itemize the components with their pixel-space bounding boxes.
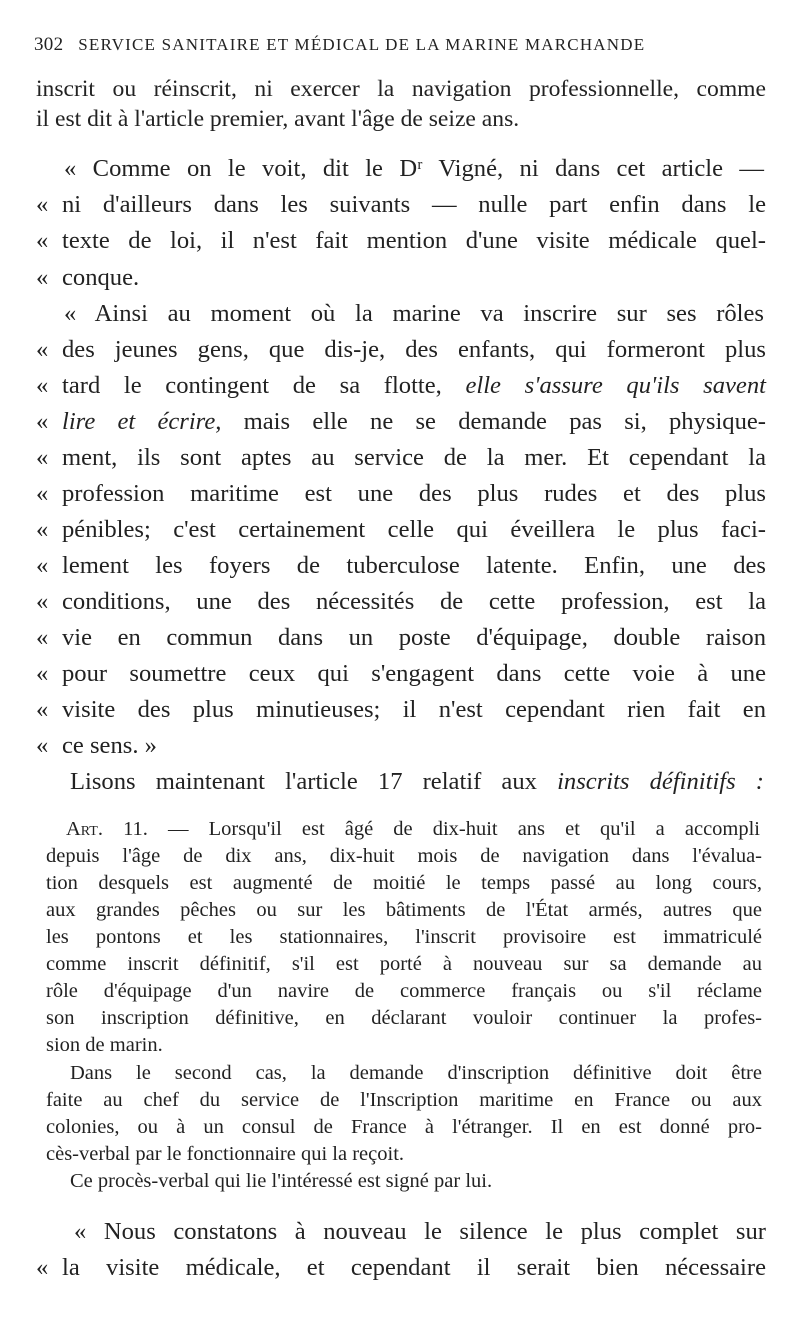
article-label: Art. 11. — [66, 818, 148, 840]
quote2-line-11-text: pour soumettre ceux qui s'engagent dans cette voie à une — [62, 660, 766, 687]
lisons-text: Lisons maintenant l'article 17 relatif aux — [70, 768, 537, 795]
article-line-8: son inscription définitive, en déclarant vouloir continuer la profes- — [46, 1007, 762, 1029]
article-line-1 — [66, 818, 760, 841]
quote-mark: « — [36, 552, 49, 579]
quote-mark: « — [36, 444, 49, 471]
intro-line-1: inscrit ou réinscrit, ni exercer la navigation professionnelle, comme — [36, 76, 766, 102]
running-head — [34, 34, 754, 56]
article-p3-line-1: Ce procès-verbal qui lie l'intéressé est signé par lui. — [70, 1170, 493, 1192]
intro-line-2: il est dit à l'article premier, avant l'âge de seize ans. — [36, 106, 520, 132]
quote2-line-11 — [36, 660, 766, 688]
quote1-line-2-text: ni d'ailleurs dans les suivants — nulle part enfin dans le — [62, 191, 766, 218]
quote-mark: « — [36, 480, 49, 507]
quote-mark: « — [36, 408, 49, 435]
page-number: 302 — [34, 34, 64, 55]
quote-mark: « — [36, 588, 49, 615]
quote2-line-6-text: profession maritime est une des plus rudes et des plus — [62, 480, 766, 507]
quote-mark: « — [36, 732, 49, 759]
quote2-line-8 — [36, 552, 766, 580]
article-p2-line-4: cès-verbal par le fonctionnaire qui la reçoit. — [46, 1143, 405, 1165]
quote2-line-1: « Ainsi au moment où la marine va inscrire sur ses rôles — [64, 300, 764, 327]
quote1-line-1: « Comme on le voit, dit le Dʳ Vigné, ni dans cet article — — [64, 155, 764, 182]
article-line-4: aux grandes pêches ou sur les bâtiments de l'État armés, autres que — [46, 899, 762, 921]
lisons-line — [70, 768, 764, 796]
quote3-line-1: « Nous constatons à nouveau le silence le plus complet sur — [74, 1218, 766, 1245]
quote-mark: « — [36, 264, 49, 291]
article-p2-line-1: Dans le second cas, la demande d'inscription définitive doit être — [70, 1062, 762, 1084]
quote2-line-12 — [36, 696, 766, 724]
quote-mark: « — [36, 227, 49, 254]
quote3-line-2-text: la visite médicale, et cependant il serait bien nécessaire — [62, 1254, 766, 1281]
quote2-line-6 — [36, 480, 766, 508]
quote2-line-2 — [36, 336, 766, 364]
quote2-line-9 — [36, 588, 766, 616]
quote2-line-13 — [36, 732, 766, 760]
quote2-line-4-emphasis: lire et écrire, — [62, 408, 222, 435]
quote-mark: « — [36, 660, 49, 687]
article-line-7: rôle d'équipage d'un navire de commerce français ou s'il réclame — [46, 980, 762, 1002]
quote2-line-3-pre: tard le contingent de sa flotte, — [62, 372, 442, 399]
quote-mark: « — [36, 696, 49, 723]
quote1-line-3-text: texte de loi, il n'est fait mention d'une visite médicale quel- — [62, 227, 766, 254]
quote2-line-7 — [36, 516, 766, 544]
quote1-line-3 — [36, 227, 766, 255]
quote2-line-8-text: lement les foyers de tuberculose latente. Enfin, une des — [62, 552, 766, 579]
quote2-line-12-text: visite des plus minutieuses; il n'est cependant rien fait en — [62, 696, 766, 723]
quote-mark: « — [36, 372, 49, 399]
quote2-line-10-text: vie en commun dans un poste d'équipage, double raison — [62, 624, 766, 651]
article-line-9: sion de marin. — [46, 1034, 163, 1056]
quote2-line-3 — [36, 372, 766, 400]
quote2-line-5 — [36, 444, 766, 472]
quote1-line-4 — [36, 264, 766, 292]
quote-mark: « — [36, 1254, 49, 1281]
quote-mark: « — [36, 191, 49, 218]
quote3-line-2 — [36, 1254, 766, 1282]
quote2-line-9-text: conditions, une des nécessités de cette profession, est la — [62, 588, 766, 615]
article-line-1-text: — Lorsqu'il est âgé de dix-huit ans et qu'il a accompli — [168, 818, 760, 840]
article-line-6: comme inscrit définitif, s'il est porté à nouveau sur sa demande au — [46, 953, 762, 975]
article-line-5: les pontons et les stationnaires, l'inscrit provisoire est immatriculé — [46, 926, 762, 948]
quote2-line-2-text: des jeunes gens, que dis-je, des enfants, qui formeront plus — [62, 336, 766, 363]
lisons-emphasis: inscrits définitifs : — [557, 768, 764, 795]
article-p2-line-2: faite au chef du service de l'Inscription maritime en France ou aux — [46, 1089, 762, 1111]
quote1-line-2 — [36, 191, 766, 219]
quote-mark: « — [36, 624, 49, 651]
quote2-line-10 — [36, 624, 766, 652]
quote2-line-4-post: mais elle ne se demande pas si, physique- — [243, 408, 766, 435]
quote2-line-4 — [36, 408, 766, 436]
running-title: SERVICE SANITAIRE ET MÉDICAL DE LA MARINE MARCHANDE — [78, 35, 646, 54]
quote1-line-4-text: conque. — [62, 264, 140, 291]
quote-mark: « — [36, 516, 49, 543]
article-line-3: tion desquels est augmenté de moitié le temps passé au long cours, — [46, 872, 762, 894]
article-p2-line-3: colonies, ou à un consul de France à l'étranger. Il en est donné pro- — [46, 1116, 762, 1138]
quote2-line-7-text: pénibles; c'est certainement celle qui éveillera le plus faci- — [62, 516, 766, 543]
quote2-line-13-text: ce sens. » — [62, 732, 157, 759]
quote2-line-5-text: ment, ils sont aptes au service de la mer. Et cependant la — [62, 444, 766, 471]
article-line-2: depuis l'âge de dix ans, dix-huit mois de navigation dans l'évalua- — [46, 845, 762, 867]
quote-mark: « — [36, 336, 49, 363]
quote2-line-3-emphasis: elle s'assure qu'ils savent — [465, 372, 766, 399]
